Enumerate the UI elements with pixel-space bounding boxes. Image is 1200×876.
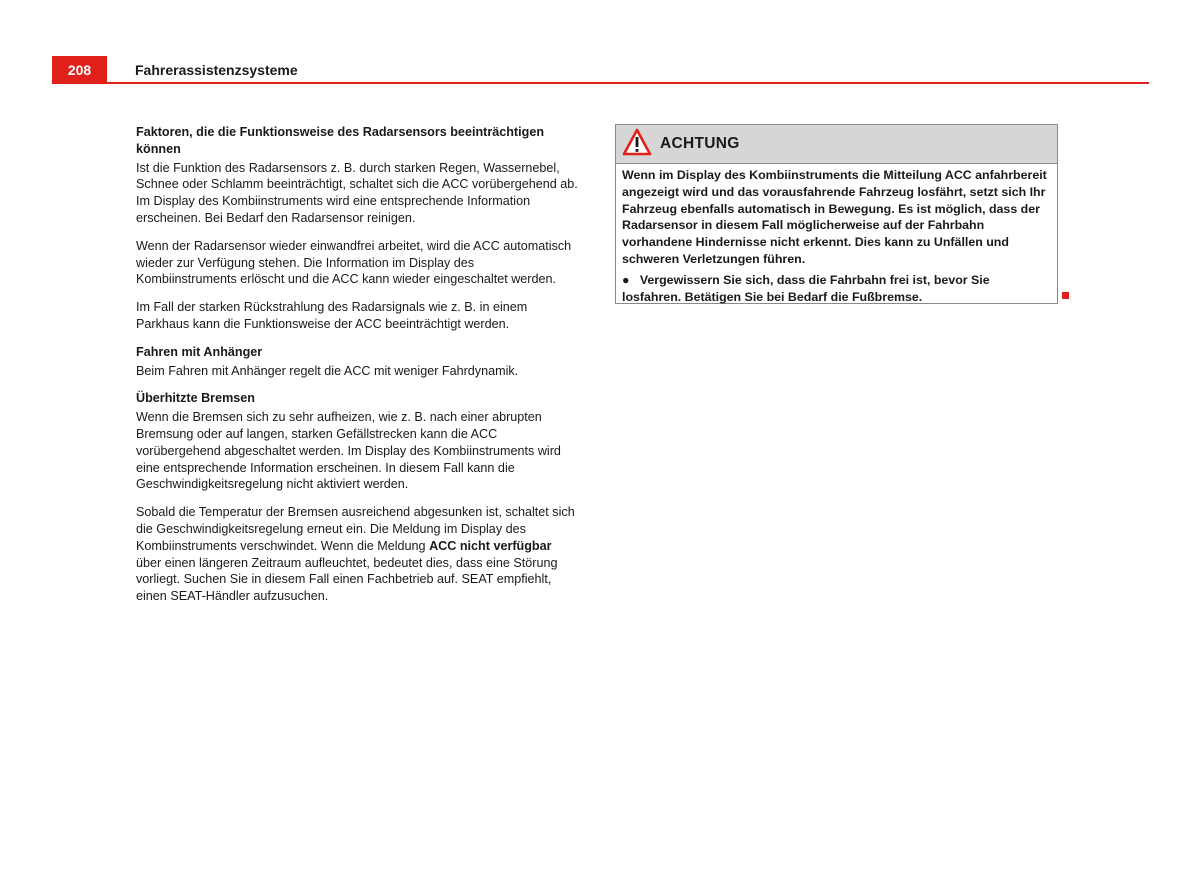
section-trailer — [136, 344, 578, 380]
bullet-text: Vergewissern Sie sich, dass die Fahrbahn frei ist, bevor Sie losfahren. Betätigen Sie bei Bedarf die Fußbremse. — [622, 272, 990, 304]
paragraph: Beim Fahren mit Anhänger regelt die ACC mit weniger Fahrdynamik. — [136, 363, 519, 378]
warning-box — [615, 124, 1058, 304]
paragraph-text: Sobald die Temperatur der Bremsen ausreichend abgesunken ist, schaltet sich die Geschwindigkeitsregelung erneut ein. Die Meldung im Display des Kombiinstruments verschwindet. Wenn die Meldung — [136, 505, 575, 553]
warning-text: Wenn im Display des Kombiinstruments die Mitteilung ACC anfahrbereit angezeigt wird und das vorausfahrende Fahrzeug losfährt, setzt sich Ihr Fahrzeug ebenfalls automatisch in Bewegung. Es ist möglich, dass der Radarsensor in diesem Fall möglicherweise auf der Fahrbahn vorhandene Hindernisse nicht erkennt. Dies kann zu Unfällen und schweren Verletzungen führen. — [622, 168, 1047, 266]
warning-bullet — [622, 272, 1051, 306]
section-heading-overheated-brakes: Überhitzte Bremsen — [136, 391, 255, 406]
section-end-marker — [1062, 292, 1069, 299]
chapter-title: Fahrerassistenzsysteme — [135, 62, 298, 78]
section-radar-factors — [136, 124, 578, 227]
section-overheated-brakes — [136, 390, 578, 493]
warning-header — [616, 125, 1057, 164]
display-message-acc: ACC nicht verfügbar — [429, 538, 552, 553]
section-heading-trailer: Fahren mit Anhänger — [136, 344, 263, 359]
paragraph-block — [136, 299, 578, 333]
page-number: 208 — [52, 56, 107, 84]
bullet-symbol: ● — [622, 272, 630, 287]
paragraph-block — [136, 238, 578, 288]
paragraph-block — [136, 504, 578, 605]
header-rule — [52, 82, 1149, 84]
warning-triangle-icon — [622, 128, 652, 161]
warning-body — [616, 164, 1057, 305]
warning-title: ACHTUNG — [660, 135, 740, 152]
paragraph: Im Fall der starken Rückstrahlung des Radarsignals wie z. B. in einem Parkhaus kann die Funktionsweise der ACC beeinträchtigt werden. — [136, 300, 528, 331]
section-heading-radar-factors: Faktoren, die die Funktionsweise des Radarsensors beeinträchtigen können — [136, 125, 545, 156]
paragraph: Wenn die Bremsen sich zu sehr aufheizen, wie z. B. nach einer abrupten Bremsung oder auf langen, starken Gefällstrecken kann die ACC vorübergehend abgeschaltet werden. Im Display des Kombiinstruments wird eine entsprechende Information erscheinen. In diesem Fall kann die Geschwindigkeitsregelung nicht aktiviert werden. — [136, 410, 561, 492]
paragraph-text: über einen längeren Zeitraum aufleuchtet, bedeutet dies, dass eine Störung vorliegt. Suchen Sie in diesem Fall einen Fachbetrieb auf. SEAT empfiehlt, einen SEAT-Händler aufzusuchen. — [136, 555, 558, 604]
paragraph: Ist die Funktion des Radarsensors z. B. durch starken Regen, Wassernebel, Schnee oder Schlamm beeinträchtigt, schaltet sich die ACC vorübergehend ab. Im Display des Kombiinstruments wird eine entsprechende Information erscheinen. Bei Bedarf den Radarsensor reinigen. — [136, 160, 578, 225]
paragraph — [136, 504, 578, 605]
paragraph: Wenn der Radarsensor wieder einwandfrei arbeitet, wird die ACC automatisch wieder zur Verfügung stehen. Die Information im Display des Kombiinstruments erlöscht und die ACC kann wieder eingeschaltet werden. — [136, 238, 572, 287]
left-column — [136, 124, 578, 616]
